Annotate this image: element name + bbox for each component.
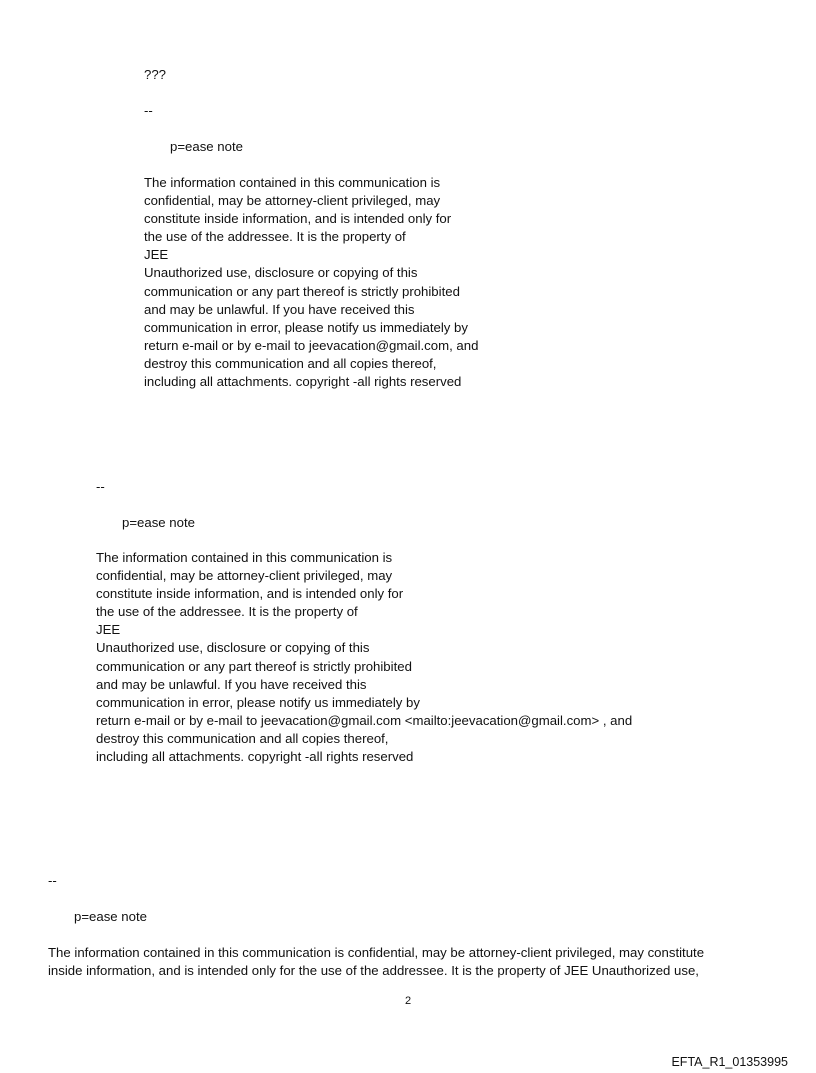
disclaimer-line: The information contained in this communication is	[96, 550, 393, 565]
disclaimer-line: constitute inside information, and is intended only for	[96, 586, 404, 602]
disclaimer-bottom-line-1: The information contained in this communication is confidential, may be attorney-client privileged, may constitute	[48, 945, 705, 960]
question-marks: ???	[144, 67, 167, 82]
disclaimer-line: confidential, may be attorney-client privileged, may	[144, 193, 441, 209]
disclaimer-line: The information contained in this communication is	[144, 175, 441, 190]
disclaimer-line: JEE	[96, 622, 121, 638]
disclaimer-line: return e-mail or by e-mail to jeevacation@gmail.com <mailto:jeevacation@gmail.com> , and	[96, 712, 633, 728]
disclaimer-line: and may be unlawful. If you have received this	[144, 301, 415, 317]
disclaimer-line: destroy this communication and all copies thereof,	[144, 355, 437, 371]
disclaimer-line: confidential, may be attorney-client privileged, may	[96, 568, 393, 584]
disclaimer-line: the use of the addressee. It is the property of	[144, 229, 406, 245]
disclaimer-line: including all attachments. copyright -all rights reserved	[144, 374, 462, 390]
page-number: 2	[404, 995, 412, 1007]
disclaimer-middle	[96, 549, 632, 766]
separator-top: --	[144, 103, 153, 118]
separator-bottom: --	[48, 873, 57, 888]
document-id: EFTA_R1_01353995	[671, 1055, 788, 1069]
disclaimer-line: JEE	[144, 247, 169, 263]
note-heading-top: p=ease note	[170, 139, 243, 154]
disclaimer-line: including all attachments. copyright -all rights reserved	[96, 749, 414, 765]
note-heading-middle: p=ease note	[122, 515, 195, 530]
note-heading-bottom: p=ease note	[74, 909, 147, 924]
disclaimer-line: constitute inside information, and is intended only for	[144, 211, 452, 227]
disclaimer-bottom-line-2: inside information, and is intended only for the use of the addressee. It is the property of JEE Unauthorized use,	[48, 963, 699, 978]
disclaimer-line: Unauthorized use, disclosure or copying of this	[96, 640, 370, 656]
disclaimer-line: destroy this communication and all copies thereof,	[96, 730, 389, 746]
disclaimer-line: communication in error, please notify us immediately by	[96, 694, 420, 710]
disclaimer-line: communication in error, please notify us immediately by	[144, 319, 468, 335]
disclaimer-line: communication or any part thereof is strictly prohibited	[96, 658, 412, 674]
disclaimer-line: return e-mail or by e-mail to jeevacation@gmail.com, and	[144, 337, 479, 353]
disclaimer-line: Unauthorized use, disclosure or copying of this	[144, 265, 418, 281]
disclaimer-line: and may be unlawful. If you have received this	[96, 676, 367, 692]
separator-middle: --	[96, 479, 105, 494]
disclaimer-line: communication or any part thereof is strictly prohibited	[144, 283, 460, 299]
disclaimer-line: the use of the addressee. It is the property of	[96, 604, 358, 620]
disclaimer-top	[144, 174, 478, 391]
